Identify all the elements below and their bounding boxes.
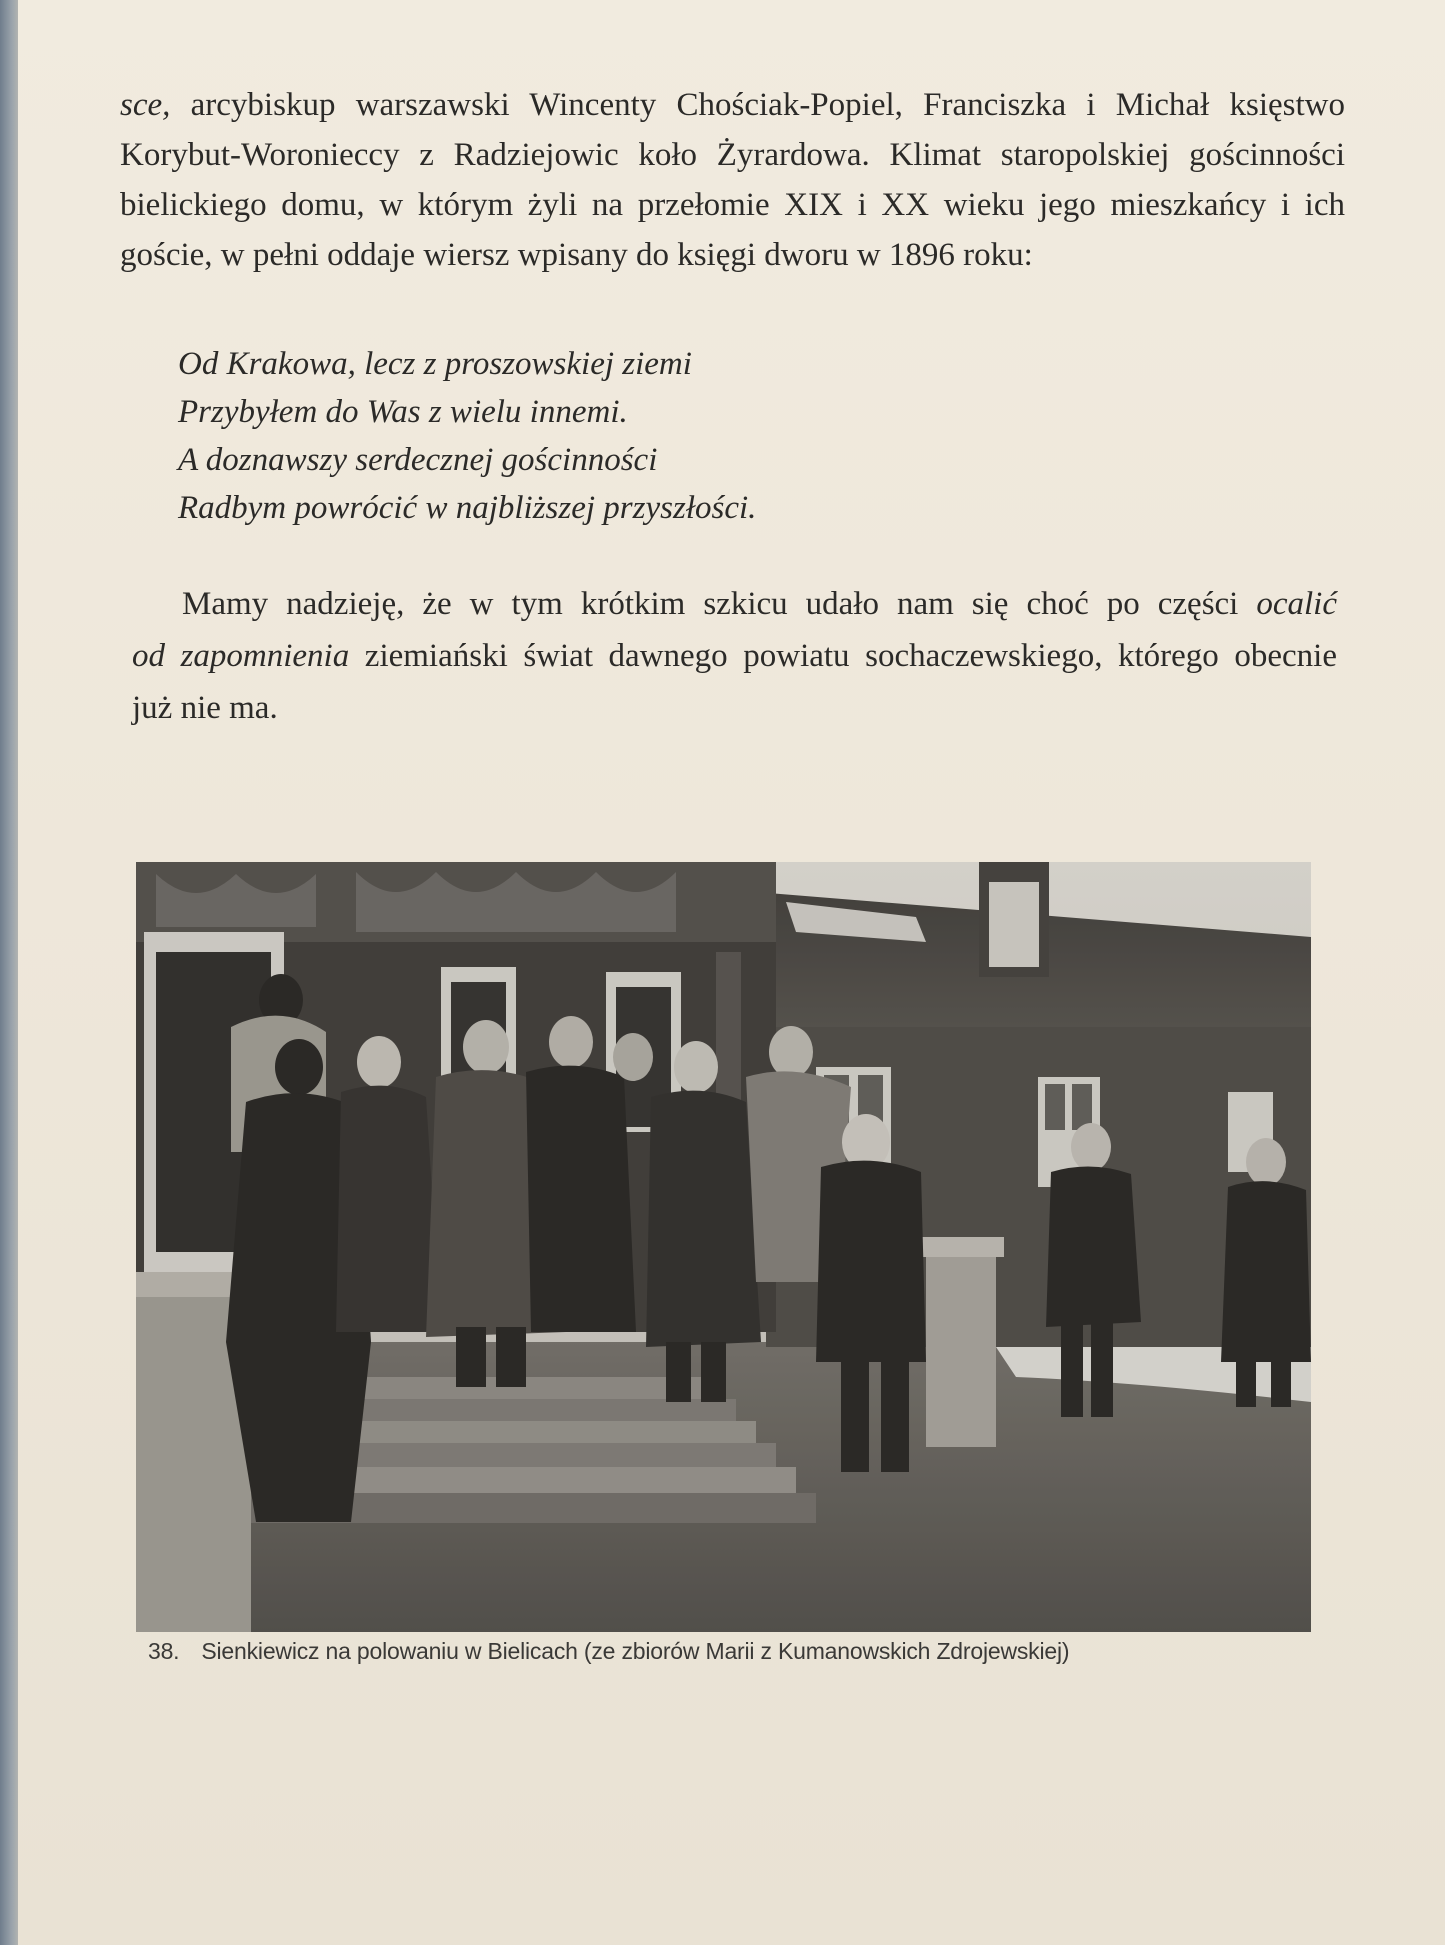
poem-line-2: Przybyłem do Was z wielu innemi. [178, 394, 628, 430]
poem-line-3: A doznawszy serdecznej gościnności [178, 442, 658, 478]
figure-number: 38. [148, 1638, 180, 1664]
paragraph-1-line-3: bielickiego domu, w którym żyli na przełomie XIX i XX wieku jego mieszkańcy i ich [120, 187, 1345, 223]
book-page [18, 0, 1445, 1945]
paragraph-1 [120, 80, 1345, 280]
paragraph-2-line-1: Mamy nadzieję, że w tym krótkim szkicu udało nam się choć po części ocalić [182, 586, 1337, 622]
photograph-illustration [136, 862, 1311, 1632]
poem-line-1: Od Krakowa, lecz z proszowskiej ziemi [178, 346, 692, 382]
paragraph-1-line-2: Korybut-Woronieccy z Radziejowic koło Żyrardowa. Klimat staropolskiej gościnności [120, 137, 1345, 173]
figure-caption [148, 1638, 1069, 1665]
poem [178, 340, 756, 532]
historic-photograph [136, 862, 1311, 1632]
italic-lead: sce, [120, 87, 171, 123]
paragraph-1-line-4: goście, w pełni oddaje wiersz wpisany do księgi dworu w 1896 roku: [120, 237, 1033, 273]
paragraph-2-line-3: już nie ma. [132, 690, 278, 726]
paragraph-1-line-1: sce, arcybiskup warszawski Wincenty Chościak-Popiel, Franciszka i Michał księstwo [120, 87, 1345, 123]
figure-caption-text: Sienkiewicz na polowaniu w Bielicach (ze zbiorów Marii z Kumanowskich Zdrojewskiej) [201, 1638, 1070, 1664]
poem-line-4: Radbym powrócić w najbliższej przyszłości. [178, 490, 757, 526]
paragraph-2 [132, 578, 1337, 734]
paragraph-2-line-2: od zapomnienia ziemiański świat dawnego powiatu sochaczewskiego, którego obecnie [132, 638, 1337, 674]
